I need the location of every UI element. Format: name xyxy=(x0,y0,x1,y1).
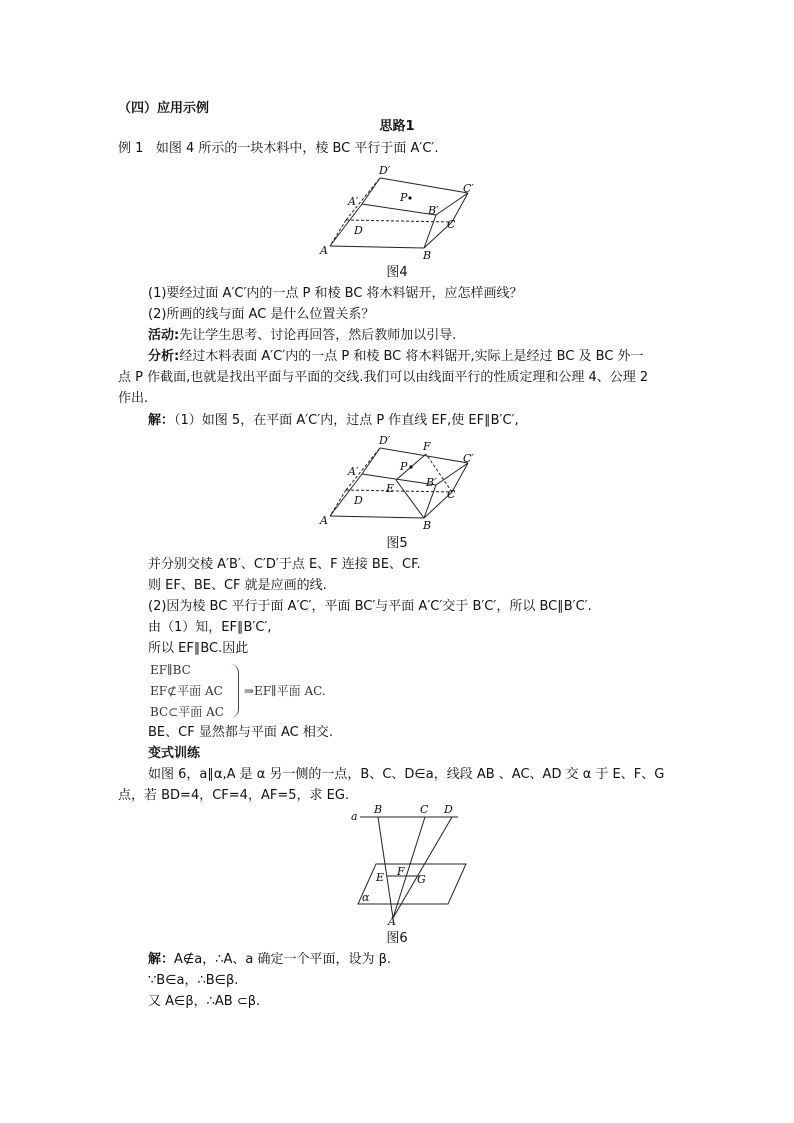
solution-line-2: 并分别交棱 A′B′、C′D′于点 E、F 连接 BE、CF. xyxy=(148,557,421,572)
label-f: F xyxy=(397,865,405,878)
label-d: D xyxy=(354,224,363,237)
label-c: C xyxy=(447,218,456,231)
figure-4 xyxy=(300,160,500,270)
label-alpha: α xyxy=(362,891,370,904)
label-c: C xyxy=(420,803,429,816)
label-b: B xyxy=(374,803,383,816)
solution-line-6: 所以 EF∥BC.因此 xyxy=(148,641,249,656)
label-c1: C′ xyxy=(463,452,474,465)
system-result: ⇒EF∥平面 AC. xyxy=(244,684,326,698)
edge-a-b xyxy=(330,516,424,518)
variant-title: 变式训练 xyxy=(148,746,201,761)
point-p xyxy=(409,465,412,468)
label-p: P xyxy=(400,460,408,473)
label-b: B xyxy=(423,249,432,262)
solution-line-5: 由（1）知，EF∥B′C′, xyxy=(148,620,272,635)
variant-solution-1 xyxy=(148,951,391,969)
label-d1: D′ xyxy=(379,164,391,177)
label-a: A xyxy=(320,514,328,527)
label-f: F xyxy=(423,440,431,453)
variant-solution-3: 又 A∈β，∴AB ⊂β. xyxy=(148,994,261,1009)
system-line-3: BC⊂平面 AC xyxy=(150,705,224,719)
label-b1: B′ xyxy=(426,476,437,489)
solution-label: 解： xyxy=(148,413,175,428)
label-g: G xyxy=(417,873,426,886)
label-b1: B′ xyxy=(428,204,439,217)
label-a1: A′ xyxy=(348,465,359,478)
label-e: E xyxy=(376,871,385,884)
edge-d-a xyxy=(330,490,346,516)
figure-4-caption: 图4 xyxy=(386,265,408,280)
edge-d-a xyxy=(330,220,346,246)
edge-b1-c1 xyxy=(436,193,468,215)
activity-label: 活动: xyxy=(148,328,180,343)
point-p xyxy=(408,196,411,199)
question-2: (2)所画的线与面 AC 是什么位置关系？ xyxy=(148,307,375,322)
edge-d-c xyxy=(346,490,452,492)
system-line-1: EF∥BC xyxy=(150,663,191,677)
solution-line-4: (2)因为棱 BC 平行于面 A′C′，平面 BC′与平面 A′C′交于 B′C′，所以 BC∥B′C′. xyxy=(148,599,592,614)
section-title: （四）应用示例 xyxy=(118,101,210,116)
activity-line xyxy=(148,327,456,345)
edge-d1-a1 xyxy=(362,178,380,204)
label-a: A xyxy=(320,244,328,257)
example-line xyxy=(118,140,439,158)
edge-d1-c1 xyxy=(380,178,468,193)
variant-line-2: 点，若 BD=4，CF=4，AF=5，求 EG. xyxy=(118,788,350,803)
label-c1: C′ xyxy=(463,182,474,195)
plane-alpha xyxy=(358,864,466,904)
edge-b1-c1 xyxy=(436,463,468,485)
variant-line-1: 如图 6，a∥α,A 是 α 另一侧的一点，B、C、D∈a，线段 AB 、AC、AD 交 α 于 E、F、G xyxy=(148,767,665,782)
variant-solution-label: 解： xyxy=(148,952,175,967)
label-a1: A′ xyxy=(348,195,359,208)
variant-solution-2: ∵B∈a，∴B∈β. xyxy=(148,973,239,988)
label-d: D xyxy=(444,803,453,816)
example-label: 例 1 xyxy=(118,141,144,156)
solution-line-7: BE、CF 显然都与平面 AC 相交. xyxy=(148,725,333,740)
edge-d1-a1 xyxy=(362,448,380,474)
analysis-line-2: 点 P 作截面,也就是找出平面与平面的交线.我们可以由线面平行的性质定理和公理 4、公理 2 xyxy=(118,370,649,385)
solution-text-1: （1）如图 5，在平面 A′C′内，过点 P 作直线 EF,使 EF∥B′C′, xyxy=(174,413,519,428)
figure-6-caption: 图6 xyxy=(386,931,408,946)
analysis-text-1: 经过木料表面 A′C′内的一点 P 和棱 BC 将木料锯开,实际上是经过 BC 及 BC 外一 xyxy=(179,349,644,364)
edge-d-c xyxy=(346,220,452,222)
system-line-2: EF⊄平面 AC xyxy=(150,684,223,698)
variant-solution-text-1: A∉a，∴A、a 确定一个平面，设为 β. xyxy=(174,952,392,967)
activity-text: 先让学生思考、讨论再回答，然后教师加以引导. xyxy=(179,328,457,343)
figure-5 xyxy=(300,430,500,540)
label-a-point: A xyxy=(388,915,396,928)
system-brace xyxy=(230,664,239,718)
label-e: E xyxy=(386,482,395,495)
question-1: (1)要经过面 A′C′内的一点 P 和棱 BC 将木料锯开，应怎样画线？ xyxy=(148,286,523,301)
figure-6 xyxy=(340,800,470,930)
label-d: D xyxy=(354,494,363,507)
analysis-line-1 xyxy=(148,348,644,366)
label-a-line: a xyxy=(351,810,358,823)
analysis-label: 分析: xyxy=(148,349,180,364)
analysis-line-3: 作出. xyxy=(118,391,149,406)
label-c: C xyxy=(447,488,456,501)
figure-5-caption: 图5 xyxy=(386,536,408,551)
label-p: P xyxy=(400,191,408,204)
edge-a-b xyxy=(330,246,424,248)
example-text: 如图 4 所示的一块木料中，棱 BC 平行于面 A′C′. xyxy=(155,141,439,156)
label-b: B xyxy=(423,519,432,532)
label-d1: D′ xyxy=(379,434,391,447)
solution-line-3: 则 EF、BE、CF 就是应画的线. xyxy=(148,578,327,593)
edge-a1-b1 xyxy=(362,204,436,215)
solution-line-1 xyxy=(148,412,519,430)
line-b-e xyxy=(396,480,424,518)
segment-b-a xyxy=(378,817,393,918)
subtitle: 思路1 xyxy=(379,119,415,134)
